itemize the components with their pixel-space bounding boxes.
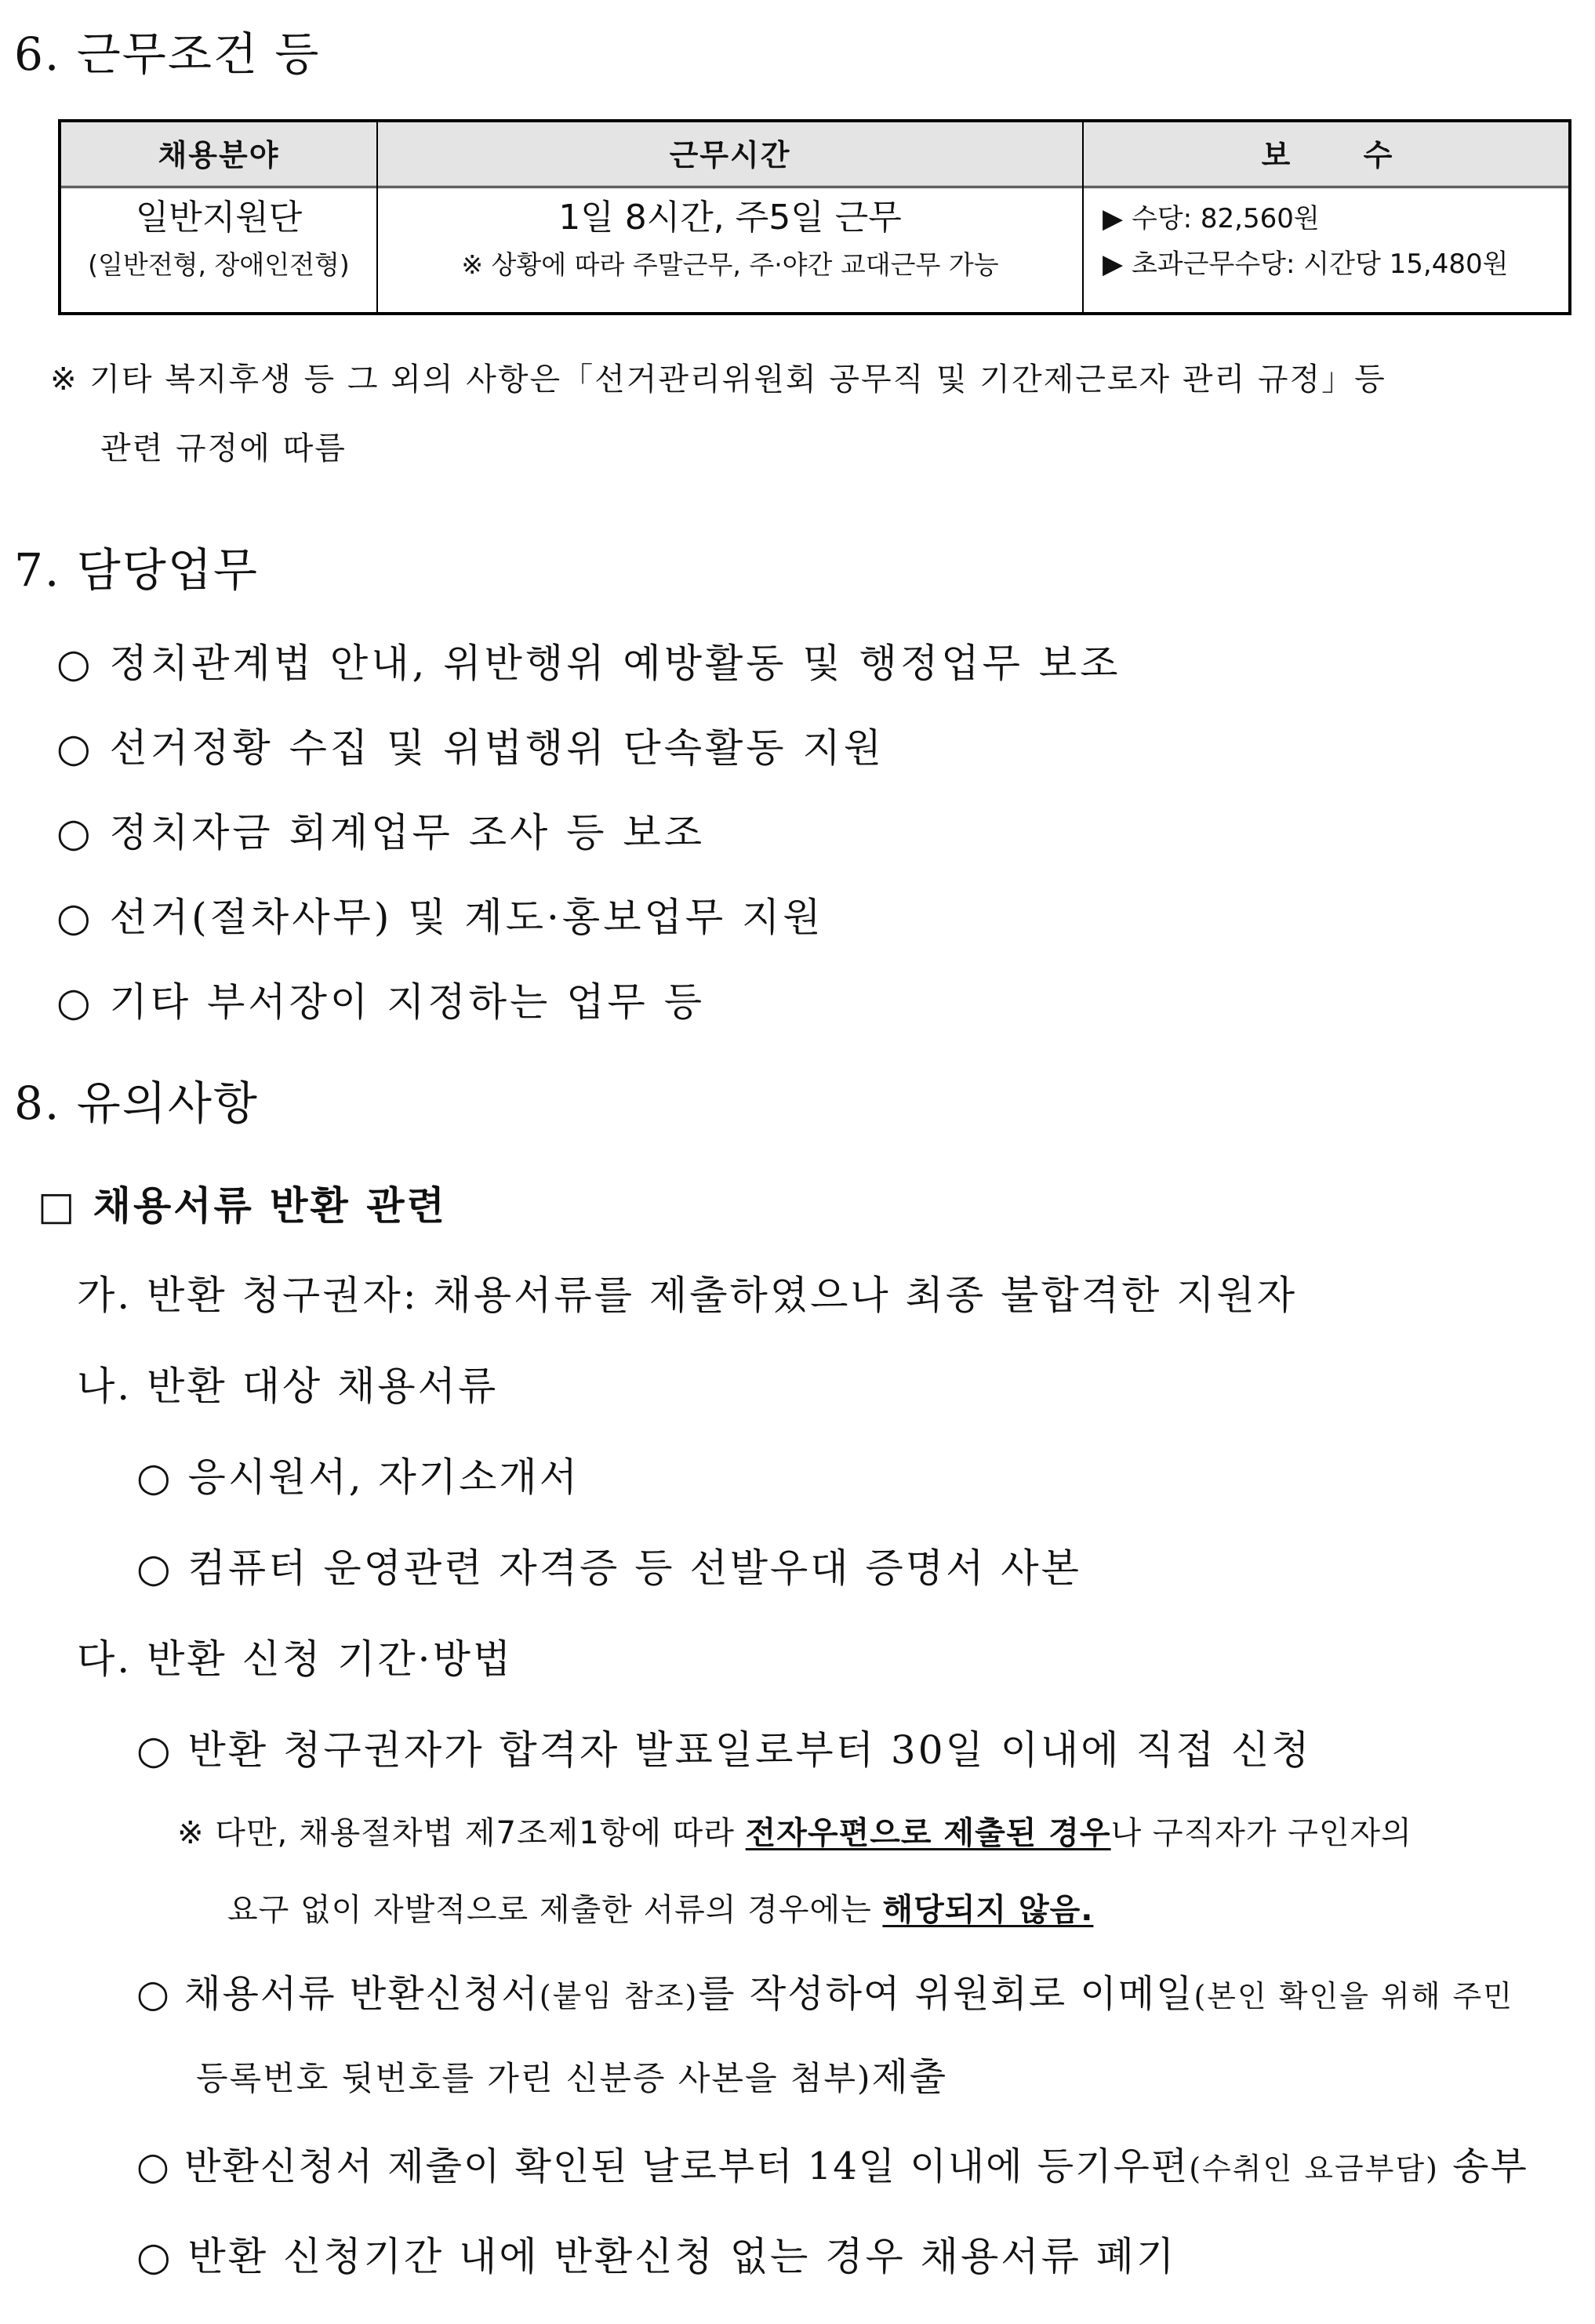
exception-note-line2 xyxy=(227,1885,1093,1930)
list-item xyxy=(136,2136,1528,2190)
hours-sub: ※ 상황에 따라 주말근무, 주·야간 교대근무 가능 xyxy=(461,249,999,280)
field-main: 일반지원단 xyxy=(135,198,303,238)
list-item: ○ 반환 청구권자가 합격자 발표일로부터 30일 이내에 직접 신청 xyxy=(136,1727,1312,1773)
pay-allowance: ▶ 수당: 82,560원 xyxy=(1103,203,1320,234)
note-text: ※ 다만, 채용절차법 제7조제1항에 따라 xyxy=(177,1815,746,1851)
duty-item: ○ 선거(절차사무) 및 계도·홍보업무 지원 xyxy=(56,895,824,940)
duty-item: ○ 정치자금 회계업무 조사 등 보조 xyxy=(56,810,705,855)
hours-main: 1일 8시간, 주5일 근무 xyxy=(558,198,902,238)
section-6-title: 6. 근무조건 등 xyxy=(14,27,321,81)
cell-field xyxy=(61,191,376,289)
duty-item: ○ 기타 부서장이 지정하는 업무 등 xyxy=(56,979,705,1025)
pay-overtime: ▶ 초과근무수당: 시간당 15,480원 xyxy=(1103,249,1509,280)
item-paren: (붙임 참조) xyxy=(539,1979,699,2014)
clause-na: 나. 반환 대상 채용서류 xyxy=(77,1364,499,1409)
note-emphasis: 해당되지 않음. xyxy=(882,1892,1094,1928)
duty-item: ○ 선거정황 수집 및 위법행위 단속활동 지원 xyxy=(56,725,885,771)
item-text: ○ 반환신청서 제출이 확인된 날로부터 14일 이내에 등기우편 xyxy=(136,2144,1190,2188)
item-text: 제출 xyxy=(871,2055,948,2099)
welfare-note-line2: 관련 규정에 따름 xyxy=(100,430,347,467)
item-paren: (본인 확인을 위해 주민 xyxy=(1194,1979,1513,2014)
note-emphasis: 전자우편으로 제출된 경우 xyxy=(745,1815,1111,1851)
field-sub: (일반전형, 장애인전형) xyxy=(88,249,350,280)
header-field: 채용분야 xyxy=(158,138,280,172)
list-item: ○ 응시원서, 자기소개서 xyxy=(136,1454,580,1500)
list-item xyxy=(136,1963,1513,2017)
list-item: ○ 컴퓨터 운영관련 자격증 등 선발우대 증명서 사본 xyxy=(136,1545,1081,1591)
work-conditions-table xyxy=(58,119,1571,315)
note-text: 요구 없이 자발적으로 제출한 서류의 경우에는 xyxy=(227,1892,883,1928)
list-item-continuation xyxy=(196,2046,947,2101)
section-7-title: 7. 담당업무 xyxy=(14,543,259,597)
clause-ga: 가. 반환 청구권자: 채용서류를 제출하였으나 최종 불합격한 지원자 xyxy=(77,1273,1298,1318)
clause-da: 다. 반환 신청 기간·방법 xyxy=(77,1636,514,1682)
item-paren: 등록번호 뒷번호를 가린 신분증 사본을 첨부) xyxy=(196,2059,872,2097)
item-text: ○ 채용서류 반환신청서 xyxy=(136,1972,540,2016)
cell-hours xyxy=(378,191,1082,289)
box-heading: □ 채용서류 반환 관련 xyxy=(38,1182,447,1229)
note-text: 나 구직자가 구인자의 xyxy=(1110,1815,1412,1851)
cell-pay xyxy=(1084,191,1571,287)
welfare-note-line1: ※ 기타 복지후생 등 그 외의 사항은「선거관리위원회 공무직 및 기간제근로자 관리 규정」등 xyxy=(50,361,1386,398)
header-pay: 보 수 xyxy=(1261,138,1394,172)
exception-note-line1 xyxy=(177,1808,1412,1853)
duty-item: ○ 정치관계법 안내, 위반행위 예방활동 및 행정업무 보조 xyxy=(56,641,1121,686)
list-item: ○ 반환 신청기간 내에 반환신청 없는 경우 채용서류 폐기 xyxy=(136,2234,1177,2279)
section-8-title: 8. 유의사항 xyxy=(14,1077,259,1130)
item-text: 송부 xyxy=(1438,2144,1528,2188)
item-paren: (수취인 요금부담) xyxy=(1189,2152,1439,2186)
header-hours: 근무시간 xyxy=(669,138,791,172)
item-text: 를 작성하여 위원회로 이메일 xyxy=(698,1972,1194,2016)
